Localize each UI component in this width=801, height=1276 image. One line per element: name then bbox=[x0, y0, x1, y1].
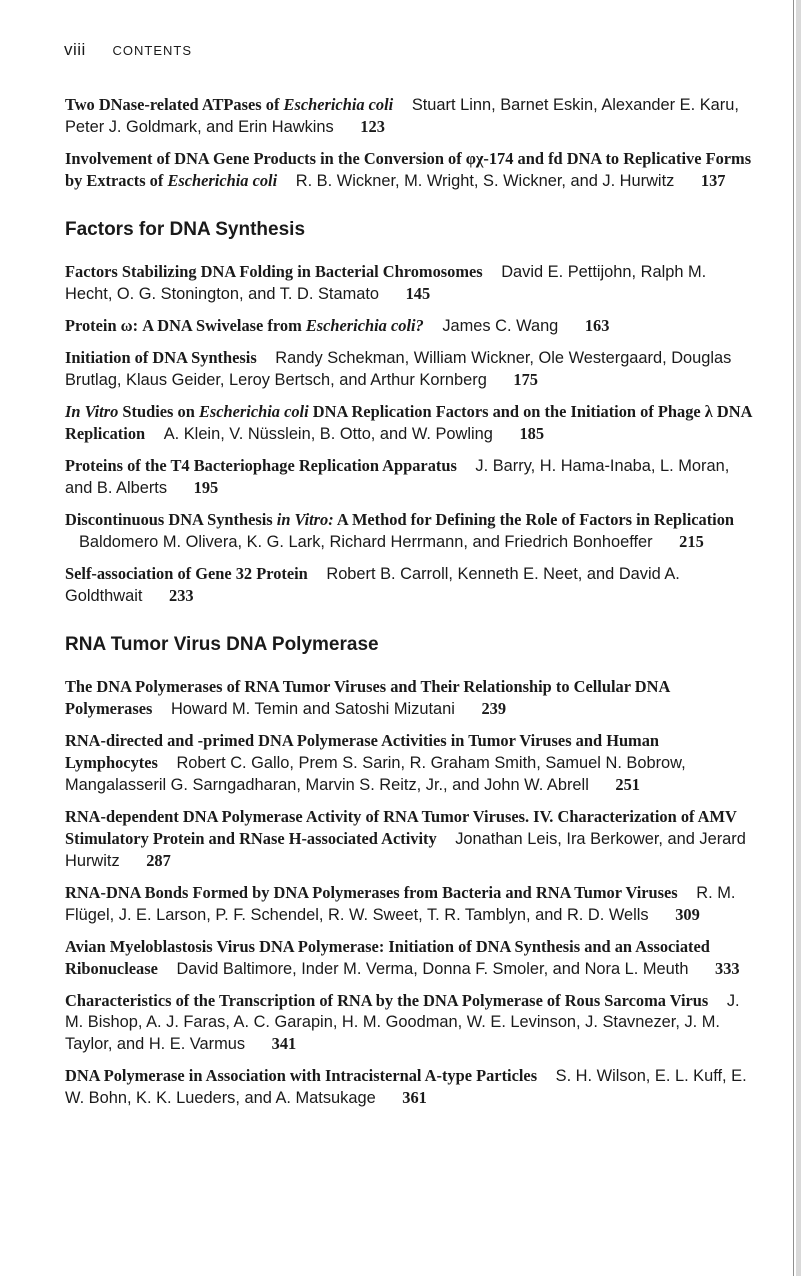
toc-entry bbox=[65, 676, 755, 720]
page-number: viii bbox=[64, 40, 86, 59]
entry-authors: David E. Pettijohn, Ralph M. Hecht, O. G. Stonington, and T. D. Stamato bbox=[65, 263, 707, 303]
entry-authors: Stuart Linn, Barnet Eskin, Alexander E. Karu, Peter J. Goldmark, and Erin Hawkins bbox=[65, 96, 739, 136]
entry-authors: Robert C. Gallo, Prem S. Sarin, R. Graham Smith, Samuel N. Bobrow, Mangalasseril G. Sarngadharan, Marvin S. Reitz, Jr., and John W. Abrell bbox=[65, 754, 686, 794]
entry-title: Proteins of the T4 Bacteriophage Replication Apparatus bbox=[65, 456, 457, 475]
entry-page-number: 309 bbox=[675, 905, 700, 924]
entry-title: Involvement of DNA Gene Products in the Conversion of φχ-174 and fd DNA to Replicative Forms by Extracts of Escherichia coli bbox=[65, 149, 752, 190]
entry-page-number: 361 bbox=[402, 1088, 427, 1107]
entry-title: Characteristics of the Transcription of RNA by the DNA Polymerase of Rous Sarcoma Virus bbox=[65, 991, 709, 1010]
entry-title: RNA-dependent DNA Polymerase Activity of RNA Tumor Viruses. IV. Characterization of AMV Stimulatory Protein and RNase H-associated Activity bbox=[65, 807, 737, 848]
entry-page-number: 233 bbox=[169, 586, 194, 605]
entry-page-number: 137 bbox=[700, 171, 726, 190]
toc-entry bbox=[65, 509, 755, 553]
page-header bbox=[64, 40, 192, 60]
toc-entry bbox=[65, 347, 755, 391]
entry-authors: Randy Schekman, William Wickner, Ole Westergaard, Douglas Brutlag, Klaus Geider, Leroy Bertsch, and Arthur Kornberg bbox=[65, 349, 732, 389]
entry-title: RNA-DNA Bonds Formed by DNA Polymerases from Bacteria and RNA Tumor Viruses bbox=[65, 883, 678, 902]
section-heading: Factors for DNA Synthesis bbox=[65, 219, 306, 240]
entry-authors: S. H. Wilson, E. L. Kuff, E. W. Bohn, K. K. Lueders, and A. Matsukage bbox=[65, 1067, 747, 1107]
table-of-contents bbox=[65, 94, 755, 1119]
entry-page-number: 341 bbox=[271, 1034, 297, 1053]
entry-authors: J. M. Bishop, A. J. Faras, A. C. Garapin, H. M. Goodman, W. E. Levinson, J. Stavnezer, J. M. Taylor, and H. E. Varmus bbox=[65, 992, 740, 1053]
toc-entry bbox=[65, 401, 755, 445]
entry-page-number: 251 bbox=[615, 775, 640, 794]
entry-authors: Robert B. Carroll, Kenneth E. Neet, and David A. Goldthwait bbox=[65, 565, 680, 605]
entry-title: DNA Polymerase in Association with Intracisternal A-type Particles bbox=[65, 1066, 538, 1085]
entry-title: Protein ω: A DNA Swivelase from Escherichia coli? bbox=[65, 316, 424, 335]
entry-authors: Baldomero M. Olivera, K. G. Lark, Richard Herrmann, and Friedrich Bonhoeffer bbox=[79, 533, 653, 551]
entry-authors: A. Klein, V. Nüsslein, B. Otto, and W. Powling bbox=[163, 425, 493, 443]
entry-title: Avian Myeloblastosis Virus DNA Polymerase: Initiation of DNA Synthesis and an Associated Ribonuclease bbox=[65, 937, 710, 978]
section-heading: RNA Tumor Virus DNA Polymerase bbox=[65, 634, 379, 655]
entry-page-number: 175 bbox=[513, 370, 538, 389]
page-edge-shadow bbox=[796, 0, 801, 1276]
toc-entry bbox=[65, 455, 755, 499]
toc-entry bbox=[65, 315, 755, 337]
toc-entry bbox=[65, 148, 755, 192]
entry-page-number: 163 bbox=[584, 316, 610, 335]
entry-page-number: 333 bbox=[715, 959, 740, 978]
toc-entry bbox=[65, 1065, 755, 1109]
toc-entry bbox=[65, 936, 755, 980]
entry-title: Discontinuous DNA Synthesis in Vitro: A Method for Defining the Role of Factors in Replication bbox=[65, 510, 735, 529]
page-edge-line bbox=[793, 0, 794, 1276]
entry-authors: R. B. Wickner, M. Wright, S. Wickner, and J. Hurwitz bbox=[295, 172, 675, 190]
toc-entry bbox=[65, 730, 755, 796]
entry-authors: J. Barry, H. Hama-Inaba, L. Moran, and B. Alberts bbox=[65, 457, 730, 497]
toc-entry bbox=[65, 806, 755, 872]
entry-page-number: 215 bbox=[679, 532, 704, 551]
entry-title: Factors Stabilizing DNA Folding in Bacterial Chromosomes bbox=[65, 262, 483, 281]
entry-title: Initiation of DNA Synthesis bbox=[65, 348, 257, 367]
entry-authors: R. M. Flügel, J. E. Larson, P. F. Schendel, R. W. Sweet, T. R. Tamblyn, and R. D. Wells bbox=[65, 884, 736, 924]
entry-title: RNA-directed and -primed DNA Polymerase Activities in Tumor Viruses and Human Lymphocytes bbox=[65, 731, 660, 772]
entry-page-number: 123 bbox=[360, 117, 385, 136]
toc-entry bbox=[65, 261, 755, 305]
entry-authors: Howard M. Temin and Satoshi Mizutani bbox=[170, 700, 455, 718]
entry-authors: James C. Wang bbox=[442, 317, 559, 335]
entry-authors: Jonathan Leis, Ira Berkower, and Jerard Hurwitz bbox=[65, 830, 746, 870]
toc-entry bbox=[65, 882, 755, 926]
entry-page-number: 195 bbox=[193, 478, 219, 497]
toc-entry bbox=[65, 990, 755, 1055]
entry-page-number: 185 bbox=[519, 424, 545, 443]
entry-page-number: 145 bbox=[405, 284, 431, 303]
toc-entry bbox=[65, 563, 755, 607]
entry-title: Two DNase-related ATPases of Escherichia coli bbox=[65, 95, 394, 114]
running-head: CONTENTS bbox=[112, 43, 193, 58]
toc-entry bbox=[65, 94, 755, 138]
entry-title: Self-association of Gene 32 Protein bbox=[65, 564, 308, 583]
entry-page-number: 239 bbox=[481, 699, 507, 718]
entry-title: In Vitro Studies on Escherichia coli DNA Replication Factors and on the Initiation of Phage λ DNA Replication bbox=[65, 402, 752, 443]
entry-title: The DNA Polymerases of RNA Tumor Viruses and Their Relationship to Cellular DNA Polymerases bbox=[65, 677, 670, 718]
entry-authors: David Baltimore, Inder M. Verma, Donna F. Smoler, and Nora L. Meuth bbox=[176, 960, 689, 978]
entry-page-number: 287 bbox=[146, 851, 171, 870]
